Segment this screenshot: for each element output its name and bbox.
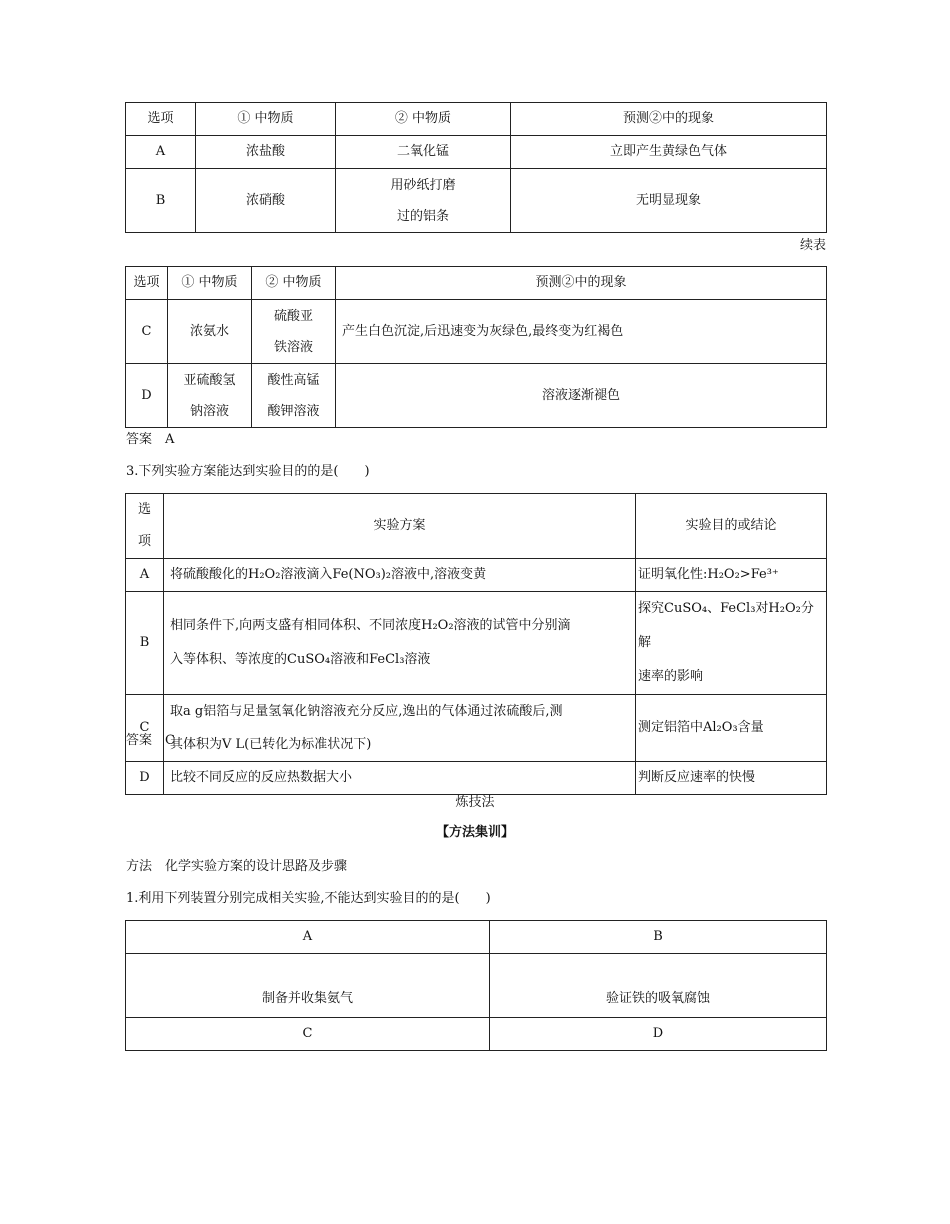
answer-2: 答案 C bbox=[126, 733, 175, 748]
option-label: A bbox=[126, 921, 490, 954]
table-row bbox=[126, 300, 827, 364]
table-cell: 无明显现象 bbox=[511, 169, 827, 233]
cell-line: 钠溶液 bbox=[189, 403, 229, 419]
cell-line: 用砂纸打磨 bbox=[390, 177, 456, 193]
cell-line: 酸性高锰 bbox=[267, 372, 320, 388]
table-cell: 二氧化锰 bbox=[336, 136, 511, 169]
table-cell: 产生白色沉淀,后迅速变为灰绿色,最终变为红褐色 bbox=[336, 300, 827, 364]
table-row bbox=[126, 559, 827, 592]
table-cell: 立即产生黄绿色气体 bbox=[511, 136, 827, 169]
option-label: C bbox=[126, 1018, 490, 1051]
plan-cell bbox=[164, 592, 636, 695]
goal-cell bbox=[636, 592, 827, 695]
table-cell-multiline bbox=[252, 364, 336, 428]
option-cell: C bbox=[126, 695, 164, 762]
caption-cell: 验证铁的吸氧腐蚀 bbox=[490, 954, 827, 1018]
cell-line: 过的铝条 bbox=[396, 208, 449, 224]
table-cell: 浓盐酸 bbox=[196, 136, 336, 169]
method-heading: 方法 化学实验方案的设计思路及步骤 bbox=[126, 859, 348, 874]
plan-cell bbox=[164, 695, 636, 762]
table-cell-multiline bbox=[252, 300, 336, 364]
header-cell: ① 中物质 bbox=[196, 103, 336, 136]
apparatus-table bbox=[125, 920, 827, 1051]
table-row bbox=[126, 592, 827, 695]
table-header-row bbox=[126, 494, 827, 559]
plan-cell: 比较不同反应的反应热数据大小 bbox=[164, 762, 636, 795]
option-cell: D bbox=[126, 364, 168, 428]
section-title: 炼技法 bbox=[455, 795, 495, 810]
header-cell: 预测②中的现象 bbox=[511, 103, 827, 136]
plan-line: 取a g铝箔与足量氢氧化钠溶液充分反应,逸出的气体通过浓硫酸后,测 bbox=[170, 704, 563, 719]
option-cell: A bbox=[126, 136, 196, 169]
plan-cell: 将硫酸酸化的H₂O₂溶液滴入Fe(NO₃)₂溶液中,溶液变黄 bbox=[164, 559, 636, 592]
header-cell: 选项 bbox=[126, 494, 164, 559]
continued-label: 续表 bbox=[799, 238, 826, 253]
table-row bbox=[126, 762, 827, 795]
option-cell: B bbox=[126, 169, 196, 233]
option-cell: C bbox=[126, 300, 168, 364]
header-cell: 选项 bbox=[126, 267, 168, 300]
table-1 bbox=[125, 102, 827, 233]
option-cell: B bbox=[126, 592, 164, 695]
goal-line: 探究CuSO₄、FeCl₃对H₂O₂分解 bbox=[638, 601, 814, 650]
caption-cell: 制备并收集氨气 bbox=[126, 954, 490, 1018]
goal-cell: 判断反应速率的快慢 bbox=[636, 762, 827, 795]
table-cell-multiline bbox=[168, 364, 252, 428]
table-row bbox=[126, 136, 827, 169]
plan-line: 相同条件下,向两支盛有相同体积、不同浓度H₂O₂溶液的试管中分别滴 bbox=[170, 618, 571, 633]
goal-cell: 测定铝箔中Al₂O₃含量 bbox=[636, 695, 827, 762]
goal-line: 速率的影响 bbox=[638, 669, 704, 684]
option-label: D bbox=[490, 1018, 827, 1051]
goal-cell: 证明氧化性:H₂O₂>Fe³⁺ bbox=[636, 559, 827, 592]
cell-line: 酸钾溶液 bbox=[267, 403, 320, 419]
question-3-stem: 3.下列实验方案能达到实验目的的是( ) bbox=[126, 464, 370, 479]
option-cell: D bbox=[126, 762, 164, 795]
section-subtitle: 【方法集训】 bbox=[435, 825, 514, 840]
header-cell: 实验目的或结论 bbox=[636, 494, 827, 559]
table-row bbox=[126, 364, 827, 428]
table-cell: 浓氨水 bbox=[168, 300, 252, 364]
table-row bbox=[126, 954, 827, 1018]
table-row bbox=[126, 169, 827, 233]
table-row bbox=[126, 1018, 827, 1051]
table-cell-multiline bbox=[336, 169, 511, 233]
cell-line: 硫酸亚 bbox=[273, 308, 313, 324]
header-cell: 实验方案 bbox=[164, 494, 636, 559]
plan-line: 其体积为V L(已转化为标准状况下) bbox=[170, 737, 372, 752]
header-cell: ① 中物质 bbox=[168, 267, 252, 300]
table-3 bbox=[125, 493, 827, 795]
option-label: B bbox=[490, 921, 827, 954]
table-cell: 溶液逐渐褪色 bbox=[336, 364, 827, 428]
header-cell: 预测②中的现象 bbox=[336, 267, 827, 300]
header-cell: ② 中物质 bbox=[336, 103, 511, 136]
table-header-row bbox=[126, 103, 827, 136]
answer-1: 答案 A bbox=[126, 432, 175, 447]
table-2 bbox=[125, 266, 827, 428]
table-row bbox=[126, 921, 827, 954]
table-cell: 浓硝酸 bbox=[196, 169, 336, 233]
question-1-stem: 1.利用下列装置分别完成相关实验,不能达到实验目的的是( ) bbox=[126, 891, 491, 906]
table-row bbox=[126, 695, 827, 762]
cell-line: 铁溶液 bbox=[273, 339, 313, 355]
plan-line: 入等体积、等浓度的CuSO₄溶液和FeCl₃溶液 bbox=[170, 652, 431, 667]
option-cell: A bbox=[126, 559, 164, 592]
cell-line: 亚硫酸氢 bbox=[183, 372, 236, 388]
header-cell: ② 中物质 bbox=[252, 267, 336, 300]
header-cell: 选项 bbox=[126, 103, 196, 136]
table-header-row bbox=[126, 267, 827, 300]
